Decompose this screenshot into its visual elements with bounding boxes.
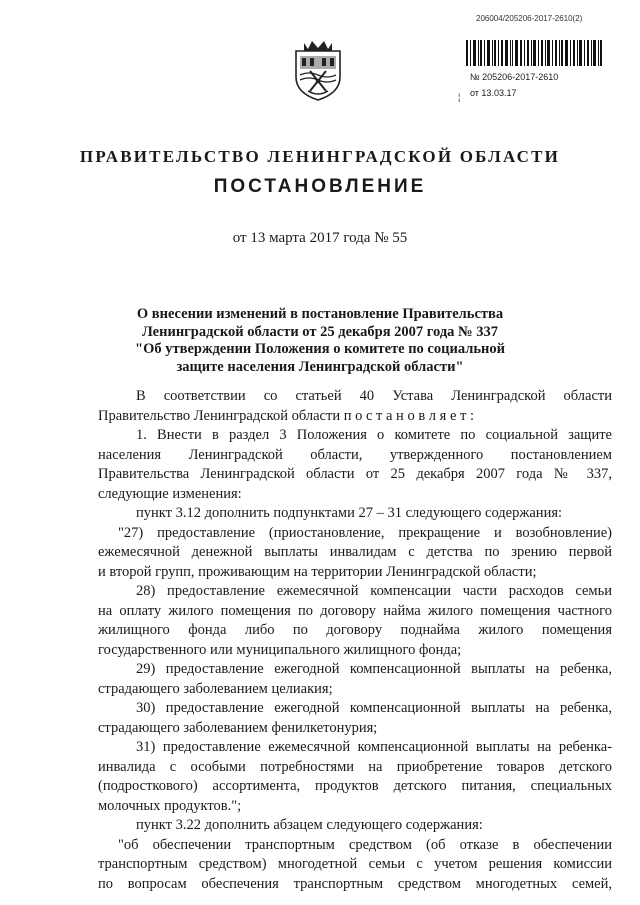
body-line: страдающего заболеванием фенилкетонурия; [98, 719, 378, 736]
body-line: В соответствии со статьей 40 Устава Ленинградской области [136, 388, 612, 404]
body-line: Правительство Ленинградской области п о с т а н о в л я е т : [98, 407, 474, 424]
heading-line: защите населения Ленинградской области" [176, 358, 464, 375]
document-date: от 13 марта 2017 года № 55 [232, 230, 408, 246]
body-line: 1. Внести в раздел 3 Положения о комитете по социальной защите [136, 427, 612, 443]
coat-of-arms-icon [290, 37, 346, 101]
heading-line: О внесении изменений в постановление Правительства [136, 306, 504, 322]
registration-number: № 205206-2017-2610 [470, 72, 559, 82]
body-line: 30) предоставление ежегодной компенсационной выплаты на ребенка, [136, 700, 612, 716]
body-line: по вопросам обеспечения транспортным средством многодетных семей, [98, 875, 612, 892]
body-line: 31) предоставление ежемесячной компенсационной выплаты на ребенка- [136, 739, 612, 755]
heading-line: Ленинградской области от 25 декабря 2007 года № 337 [141, 323, 499, 340]
body-line: пункт 3.22 дополнить абзацем следующего содержания: [136, 817, 483, 833]
body-line: транспортным средством) многодетной семьи с учетом решения комиссии [98, 856, 612, 872]
margin-mark: ¦ [458, 92, 461, 102]
body-line: 28) предоставление ежемесячной компенсации части расходов семьи [136, 583, 612, 599]
registration-date: от 13.03.17 [470, 88, 517, 98]
body-line: инвалида с особыми потребностями на приобретение товаров детского [98, 758, 612, 775]
body-line: 29) предоставление ежегодной компенсационной выплаты на ребенка, [136, 661, 612, 677]
body-line: ежемесячной денежной выплаты инвалидам с детства по зрению первой [98, 544, 612, 560]
body-line: страдающего заболеванием целиакия; [98, 680, 333, 697]
body-line: (подросткового) ассортимента, продуктов детского питания, специальных [98, 778, 612, 794]
government-title: ПРАВИТЕЛЬСТВО ЛЕНИНГРАДСКОЙ ОБЛАСТИ [79, 147, 561, 166]
document-code: 206004/205206-2017-2610(2) [476, 14, 583, 23]
body-line: "об обеспечении транспортным средством (об отказе в обеспечении [118, 836, 612, 853]
body-line: "27) предоставление (приостановление, прекращение и возобновление) [118, 524, 612, 541]
document-body [98, 387, 612, 894]
body-line: следующие изменения: [98, 485, 242, 502]
body-line: населения Ленинградской области, утвержденного постановлением [98, 446, 612, 463]
body-line: государственного или муниципального жилищного фонда; [98, 641, 462, 658]
body-line: молочных продуктов."; [98, 797, 242, 814]
heading-line: "Об утверждении Положения о комитете по социальной [135, 341, 505, 357]
body-line: на оплату жилого помещения по договору найма жилого помещения частного [98, 602, 612, 619]
document-type: ПОСТАНОВЛЕНИЕ [213, 176, 427, 197]
body-line: Правительства Ленинградской области от 25 декабря 2007 года № 337, [98, 466, 612, 482]
body-line: пункт 3.12 дополнить подпунктами 27 – 31 следующего содержания: [136, 505, 563, 521]
body-line: жилищного фонда либо по договору поднайма жилого помещения [98, 622, 612, 638]
barcode-icon [466, 40, 602, 66]
document-heading [0, 306, 640, 376]
body-line: и второй групп, проживающим на территории Ленинградской области; [98, 563, 537, 580]
